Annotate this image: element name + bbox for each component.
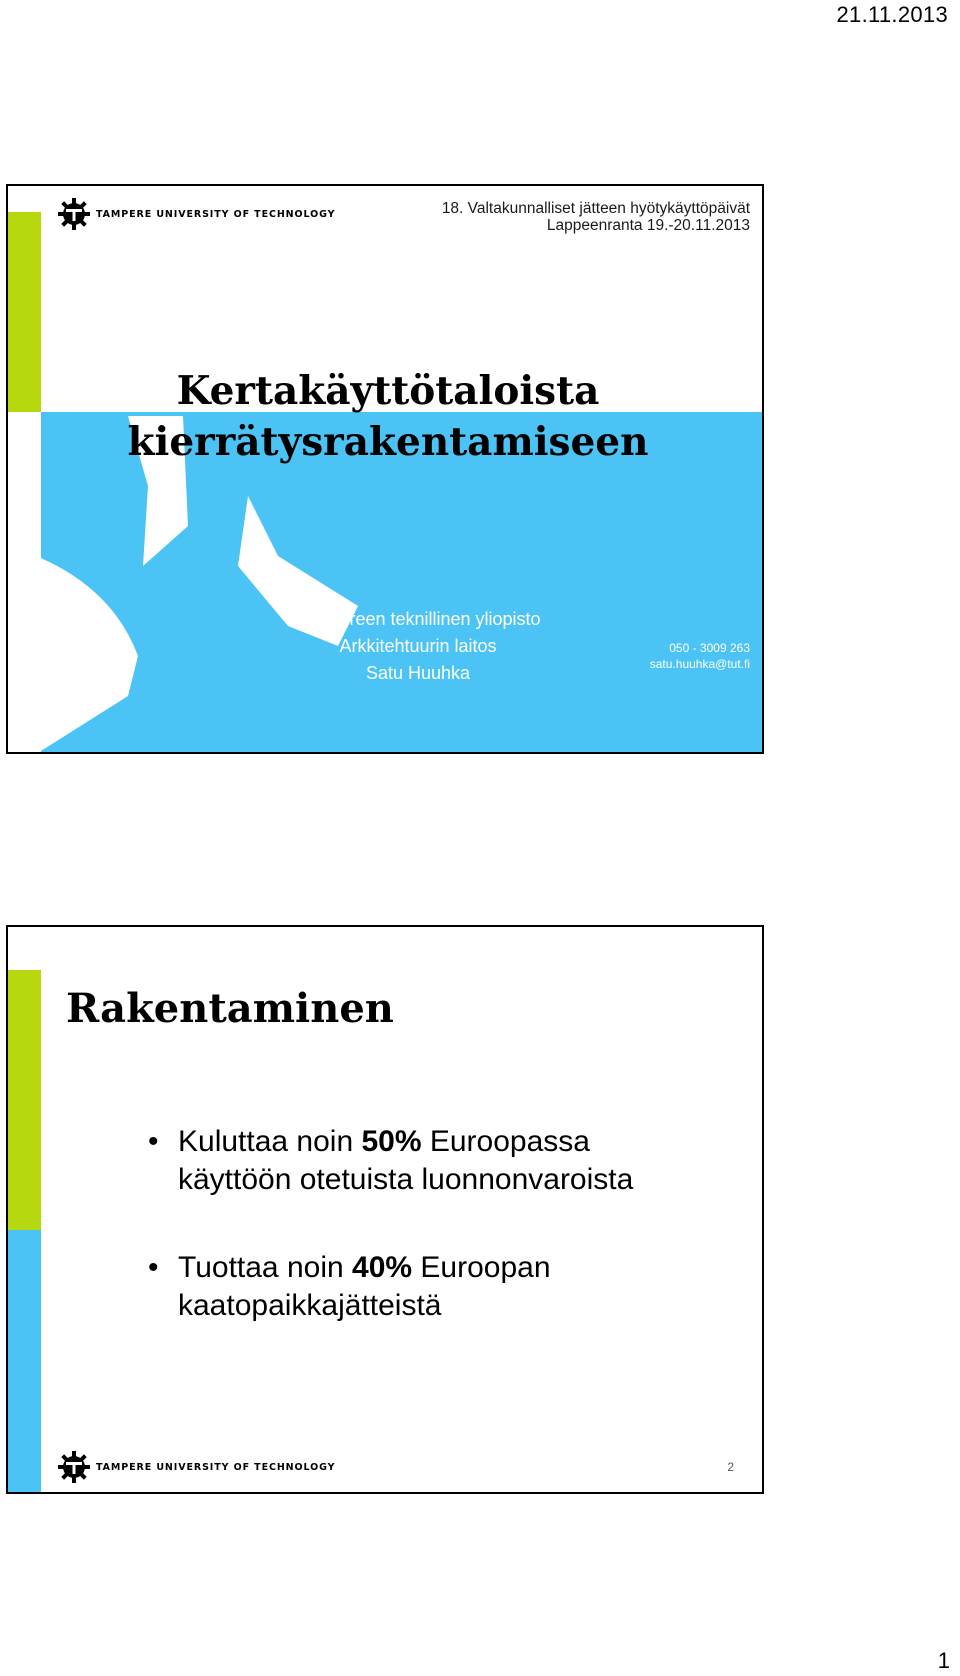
slide-1 [6,184,764,754]
tut-gear-icon [58,1451,90,1483]
university-name: Tampereen teknillinen yliopisto [295,609,541,629]
bullet-item [148,1123,708,1199]
bullet-dot: • [148,1125,159,1158]
bullet-value: 50% [361,1125,422,1158]
department-name: Arkkitehtuurin laitos [339,636,497,656]
slide-number: 2 [727,1460,734,1474]
slide-2 [6,925,764,1494]
bullet-text-pre: Kuluttaa noin [178,1125,362,1158]
bullet-text-line2: käyttöön otetuista luonnonvaroista [178,1163,634,1196]
title-line-2: kierrätysrakentamiseen [127,419,649,465]
bullet-value: 40% [352,1251,413,1284]
affiliation [253,606,583,687]
tut-logo [58,198,335,230]
bullet-text-line2: kaatopaikkajätteistä [178,1289,442,1322]
page-date: 21.11.2013 [836,2,948,27]
green-stripe [8,970,41,1230]
conference-line-1: 18. Valtakunnalliset jätteen hyötykäyttöpäivät [441,200,750,217]
conference-line-2: Lappeenranta 19.-20.11.2013 [546,217,750,234]
bullet-text-pre: Tuottaa noin [178,1251,353,1284]
email-address: satu.huuhka@tut.fi [649,657,750,671]
tut-logo-text: TAMPERE UNIVERSITY OF TECHNOLOGY [96,208,336,220]
bullet-text-post: Euroopan [412,1251,551,1284]
bullet-text-post: Euroopassa [421,1125,590,1158]
author-name: Satu Huuhka [365,663,471,683]
tut-gear-icon [58,198,90,230]
tut-logo-text: TAMPERE UNIVERSITY OF TECHNOLOGY [96,1461,336,1473]
conference-title [442,200,750,234]
bullet-item [148,1249,708,1325]
blue-stripe [8,1230,41,1494]
title-line-1: Kertakäyttötaloista [176,368,600,414]
bullet-dot: • [148,1251,159,1284]
phone-number: 050 - 3009 263 [669,641,750,655]
slide-1-title [43,366,733,468]
contact-info [650,640,750,672]
page-number: 1 [937,1648,950,1673]
green-stripe [8,212,41,412]
tut-logo [58,1451,335,1483]
slide-2-title: Rakentaminen [66,985,394,1032]
